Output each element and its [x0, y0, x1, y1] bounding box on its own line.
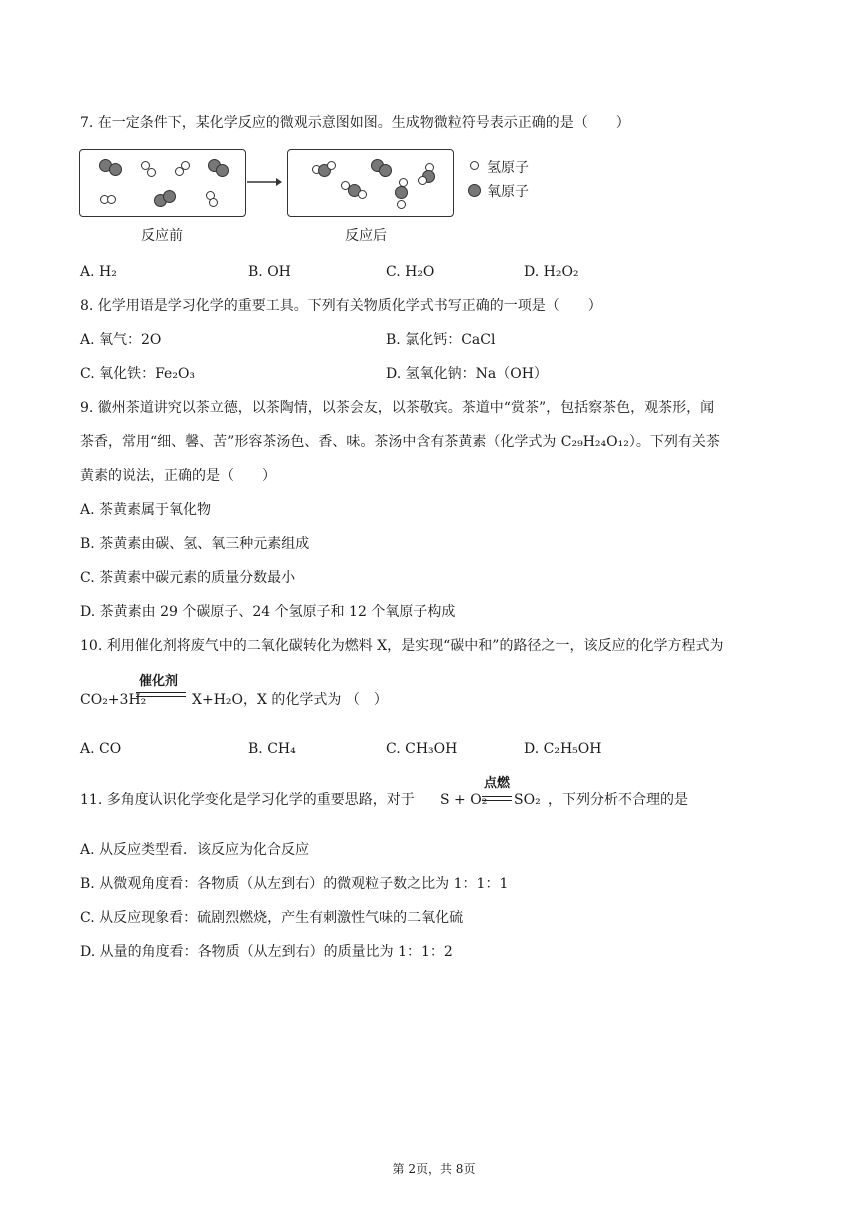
q9-stem-line-1: 9. 徽州茶道讲究以茶立德，以茶陶情，以茶会友，以茶敬宾。茶道中“赏茶”，包括察茶色，观茶形，闻 — [80, 400, 715, 416]
page-footer: 第 2页，共 8页 — [392, 1162, 476, 1176]
hydrogen-atom-icon — [327, 161, 336, 170]
q9-option-a: A. 茶黄素属于氧化物 — [80, 502, 212, 518]
caption-before: 反应前 — [141, 228, 183, 244]
legend-oxygen-icon — [468, 184, 481, 197]
q10-option-d: D. C₂H₅OH — [524, 741, 602, 757]
q11-stem-pre: 11. 多角度认识化学变化是学习化学的重要思路，对于 — [80, 792, 415, 808]
legend-oxygen-label: 氧原子 — [487, 184, 529, 200]
q9-stem-line-2: 茶香，常用“细、馨、苦”形容茶汤色、香、味。茶汤中含有茶黄素（化学式为 C₂₉H₂₄O₁₂）。下列有关茶 — [80, 434, 720, 450]
hydrogen-atom-icon — [147, 168, 156, 177]
q10-stem: 10. 利用催化剂将废气中的二氧化碳转化为燃料 X，是实现“碳中和”的路径之一，该反应的化学方程式为 — [80, 638, 724, 654]
q8-option-d: D. 氢氧化钠：Na（OH） — [386, 366, 548, 382]
q9-option-c: C. 茶黄素中碳元素的质量分数最小 — [80, 570, 296, 586]
q11-equation-right: SO₂ — [514, 792, 541, 808]
q11-option-b: B. 从微观角度看：各物质（从左到右）的微观粒子数之比为 1：1：1 — [80, 876, 509, 892]
q10-option-a: A. CO — [80, 741, 122, 757]
q11-stem-post: ，下列分析不合理的是 — [548, 792, 688, 808]
q11-option-d: D. 从量的角度看：各物质（从左到右）的质量比为 1：1：2 — [80, 944, 453, 960]
after-reaction-box — [287, 149, 454, 217]
q8-option-c: C. 氧化铁：Fe₂O₃ — [80, 366, 196, 382]
q8-option-b: B. 氯化钙：CaCl — [386, 332, 496, 348]
oxygen-atom-icon — [379, 164, 392, 177]
oxygen-atom-icon — [395, 186, 408, 199]
hydrogen-atom-icon — [358, 190, 367, 199]
equals-bar-top — [136, 692, 186, 693]
legend-hydrogen-icon — [470, 161, 479, 170]
legend-hydrogen-label: 氢原子 — [487, 160, 529, 176]
oxygen-atom-icon — [109, 163, 122, 176]
hydrogen-atom-icon — [175, 167, 184, 176]
q8-option-a: A. 氧气：2O — [80, 332, 162, 348]
q7-option-c: C. H₂O — [386, 264, 435, 280]
oxygen-atom-icon — [163, 190, 176, 203]
q10-condition: 催化剂 — [139, 674, 179, 689]
q7-stem: 7. 在一定条件下，某化学反应的微观示意图如图。生成物微粒符号表示正确的是（ ） — [80, 115, 630, 131]
hydrogen-atom-icon — [209, 198, 218, 207]
q7-option-a: A. H₂ — [80, 264, 117, 280]
hydrogen-atom-icon — [107, 195, 116, 204]
hydrogen-atom-icon — [418, 176, 427, 185]
q9-option-b: B. 茶黄素由碳、氢、氧三种元素组成 — [80, 536, 310, 552]
q7-option-b: B. OH — [248, 264, 291, 280]
caption-after: 反应后 — [345, 228, 387, 244]
q11-option-c: C. 从反应现象看：硫剧烈燃烧，产生有刺激性气味的二氧化硫 — [80, 910, 464, 926]
q11-condition: 点燃 — [484, 776, 511, 791]
q10-option-c: C. CH₃OH — [386, 741, 458, 757]
q10-equation-right: X+H₂O，X 的化学式为 （ ） — [192, 692, 388, 708]
q11-equation-left: S + O₂ — [440, 792, 488, 808]
reaction-arrow-icon — [246, 176, 282, 188]
q10-option-b: B. CH₄ — [248, 741, 296, 757]
equals-bar-bottom — [482, 800, 512, 801]
q9-option-d: D. 茶黄素由 29 个碳原子、24 个氢原子和 12 个氧原子构成 — [80, 604, 456, 620]
oxygen-atom-icon — [216, 164, 229, 177]
q7-option-d: D. H₂O₂ — [524, 264, 579, 280]
before-reaction-box — [79, 149, 246, 217]
hydrogen-atom-icon — [397, 200, 406, 209]
equals-bar-bottom — [136, 696, 186, 697]
equals-bar-top — [482, 796, 512, 797]
q10-equation-left: CO₂+3H₂ — [80, 692, 147, 708]
q9-stem-line-3: 黄素的说法，正确的是（ ） — [80, 468, 276, 484]
q8-stem: 8. 化学用语是学习化学的重要工具。下列有关物质化学式书写正确的一项是（ ） — [80, 298, 602, 314]
q11-option-a: A. 从反应类型看．该反应为化合反应 — [80, 842, 310, 858]
